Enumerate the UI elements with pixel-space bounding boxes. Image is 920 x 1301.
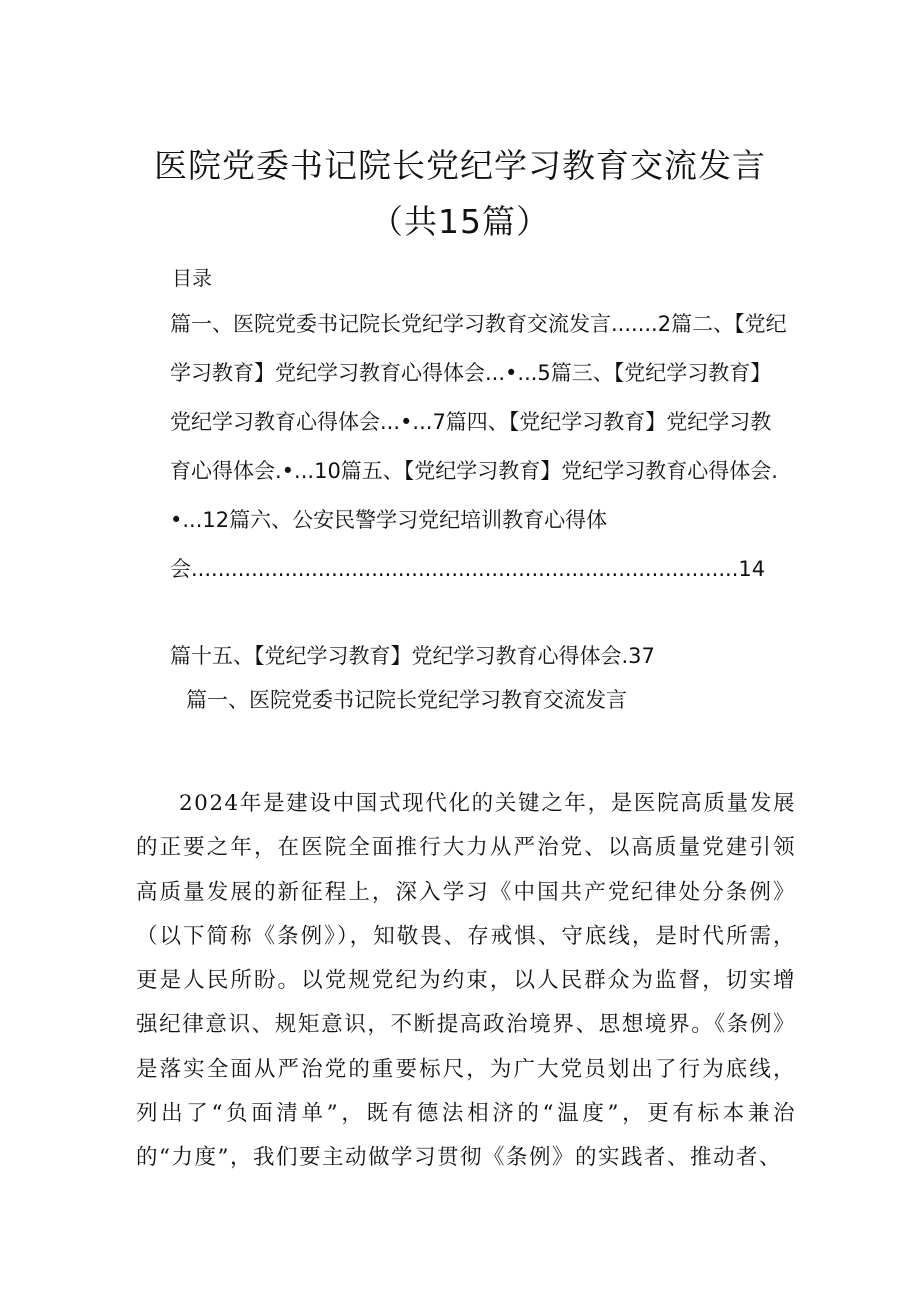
- document-subtitle: （共15篇）: [370, 202, 550, 241]
- toc-entry-15: 篇十五、【党纪学习教育】党纪学习教育心得体会.37: [170, 644, 655, 668]
- toc-label: 目录: [172, 266, 212, 290]
- table-of-contents: 篇一、医院党委书记院长党纪学习教育交流发言.......2篇二、【党纪学习教育】党纪学习教育心得体会...•...5篇三、【党纪学习教育】党纪学习教育心得体会...•...7篇四、【党纪学习教育】党纪学习教育心得体会.•...10篇五、【党纪学习教育】党纪学习教育心得体会.•...12篇六、公安民警学习党纪培训教育心得体会..................................................................................14: [170, 312, 787, 581]
- document-title: 医院党委书记院长党纪学习教育交流发言: [154, 146, 766, 185]
- body-paragraph: 2024年是建设中国式现代化的关键之年，是医院高质量发展的正要之年，在医院全面推行大力从严治党、以高质量党建引领高质量发展的新征程上，深入学习《中国共产党纪律处分条例》（以下简称《条例》），知敬畏、存戒惧、守底线，是时代所需，更是人民所盼。以党规党纪为约束，以人民群众为监督，切实增强纪律意识、规矩意识，不断提高政治境界、思想境界。《条例》是落实全面从严治党的重要标尺，为广大党员划出了行为底线，列出了“负面清单”，既有德法相济的“温度”，更有标本兼治的“力度”，我们要主动做学习贯彻《条例》的实践者、推动者、: [136, 791, 796, 1171]
- section-heading: 篇一、医院党委书记院长党纪学习教育交流发言: [186, 688, 627, 712]
